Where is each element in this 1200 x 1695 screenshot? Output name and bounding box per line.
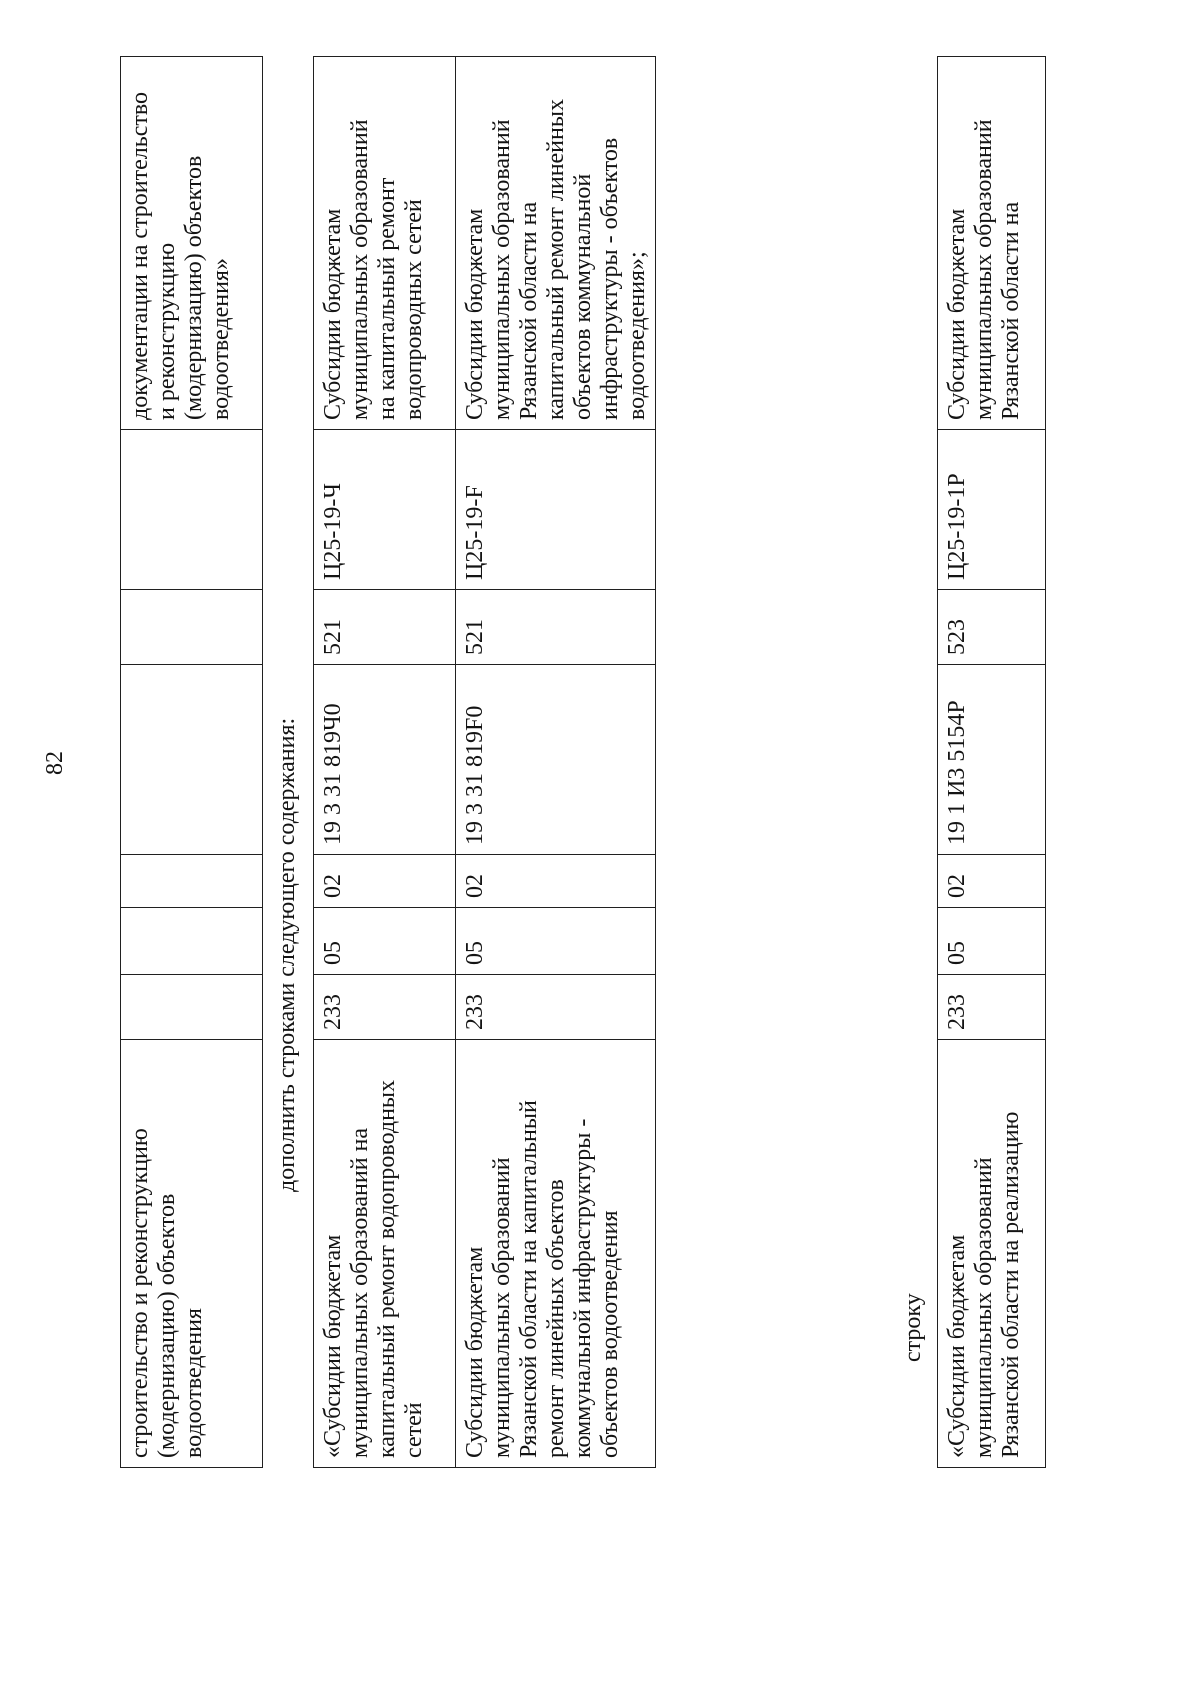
admin-code-cell: 233 (456, 975, 656, 1040)
table-row (314, 57, 456, 1468)
direction-name-cell: документации на строительство и реконструкцию (модернизацию) объектов водоотведения» (121, 57, 263, 430)
page-number: 82 (42, 751, 68, 775)
direction-code-cell: Ц25-19-Ч (314, 430, 456, 590)
section-cell: 05 (938, 908, 1046, 975)
section-cell: 05 (314, 908, 456, 975)
subsection-cell (121, 855, 263, 908)
section-cell (121, 908, 263, 975)
target-article-cell: 19 1 И3 5154Р (938, 665, 1046, 855)
target-article-cell (121, 665, 263, 855)
direction-name-cell: Субсидии бюджетам муниципальных образований Рязанской области на (938, 57, 1046, 430)
amend-instruction: дополнить строками следующего содержания: (274, 717, 300, 1192)
expense-name-cell: «Субсидии бюджетам муниципальных образований Рязанской области на реализацию (938, 1040, 1046, 1468)
direction-name-cell: Субсидии бюджетам муниципальных образований Рязанской области на капитальный ремонт линейных объектов коммунальной инфраструктуры - объектов водоотведения»; (456, 57, 656, 430)
target-article-cell: 19 3 31 819Ч0 (314, 665, 456, 855)
subsection-cell: 02 (456, 855, 656, 908)
direction-code-cell: Ц25-19-F (456, 430, 656, 590)
direction-name-cell: Субсидии бюджетам муниципальных образований на капитальный ремонт водопроводных сетей (314, 57, 456, 430)
target-article-cell: 19 3 31 819F0 (456, 665, 656, 855)
table-body (121, 57, 263, 1468)
table-body (314, 57, 656, 1468)
admin-code-cell (121, 975, 263, 1040)
table-row (938, 57, 1046, 1468)
budget-table-continued (120, 56, 263, 1468)
expense-name-cell: Субсидии бюджетам муниципальных образований Рязанской области на капитальный ремонт линейных объектов коммунальной инфраструктуры - объектов водоотведения (456, 1040, 656, 1468)
budget-table-added-rows (313, 56, 656, 1468)
admin-code-cell: 233 (938, 975, 1046, 1040)
expense-type-cell: 523 (938, 590, 1046, 665)
direction-code-cell: Ц25-19-1Р (938, 430, 1046, 590)
admin-code-cell: 233 (314, 975, 456, 1040)
subsection-cell: 02 (938, 855, 1046, 908)
subsection-cell: 02 (314, 855, 456, 908)
table-row (121, 57, 263, 1468)
expense-name-cell: «Субсидии бюджетам муниципальных образований на капитальный ремонт водопроводных сетей (314, 1040, 456, 1468)
expense-type-cell: 521 (314, 590, 456, 665)
expense-name-cell: строительство и реконструкцию (модернизацию) объектов водоотведения (121, 1040, 263, 1468)
direction-code-cell (121, 430, 263, 590)
table-body (938, 57, 1046, 1468)
expense-type-cell: 521 (456, 590, 656, 665)
table-row (456, 57, 656, 1468)
row-instruction: строку (900, 1293, 926, 1362)
expense-type-cell (121, 590, 263, 665)
section-cell: 05 (456, 908, 656, 975)
budget-table-next-row (937, 56, 1046, 1468)
